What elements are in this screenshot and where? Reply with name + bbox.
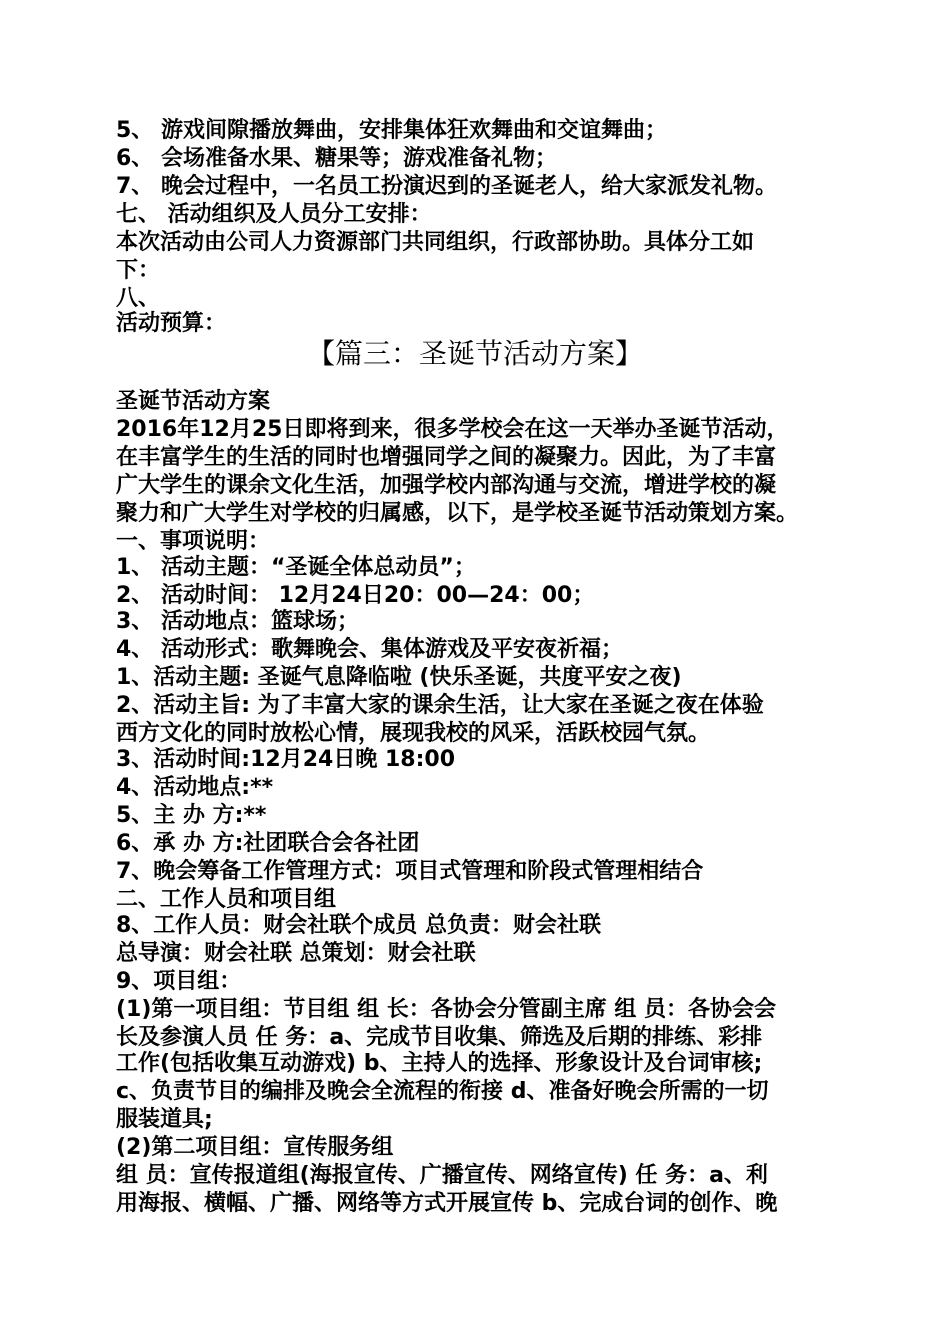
text-line: 7、 晚会过程中，一名员工扮演迟到的圣诞老人，给大家派发礼物。 [116, 174, 777, 199]
section-heading: 一、事项说明： [116, 529, 271, 554]
text-line: 用海报、横幅、广播、网络等方式开展宣传 b、完成台词的创作、晚 [116, 1191, 778, 1216]
list-item: 4、 活动形式：歌舞晚会、集体游戏及平安夜祈福； [116, 637, 623, 662]
list-item: 7、晚会筹备工作管理方式：项目式管理和阶段式管理相结合 [116, 859, 704, 884]
text-line: 在丰富学生的生活的同时也增强同学之间的凝聚力。因此，为了丰富 [116, 445, 777, 470]
text-line: 5、 游戏间隙播放舞曲，安排集体狂欢舞曲和交谊舞曲； [116, 118, 667, 143]
section-heading: 七、 活动组织及人员分工安排： [116, 202, 432, 227]
text-line: 长及参演人员 任 务：a、完成节目收集、筛选及后期的排练、彩排 [116, 1025, 763, 1050]
text-line: 下： [116, 258, 161, 283]
text-line: 2016年12月25日即将到来，很多学校会在这一天举办圣诞节活动， [116, 417, 789, 442]
text-line: 组 员：宣传报道组(海报宣传、广播宣传、网络宣传) 任 务：a、利 [116, 1163, 768, 1188]
text-line: 广大学生的课余文化生活，加强学校内部沟通与交流，增进学校的凝 [116, 473, 777, 498]
text-line: 服装道具; [116, 1107, 213, 1132]
list-item: 4、活动地点:** [116, 775, 274, 800]
list-item: 3、活动时间:12月24日晚 18:00 [116, 747, 456, 772]
text-line: 本次活动由公司人力资源部门共同组织，行政部协助。具体分工如 [116, 230, 755, 255]
section-heading: 八、 [116, 286, 161, 311]
list-item: 1、活动主题: 圣诞气息降临啦 (快乐圣诞，共度平安之夜) [116, 665, 682, 690]
list-item: 3、 活动地点：篮球场； [116, 609, 359, 634]
text-line: 6、 会场准备水果、糖果等；游戏准备礼物； [116, 146, 557, 171]
list-item: 8、工作人员：财会社联个成员 总负责：财会社联 [116, 913, 601, 938]
text-line: 总导演：财会社联 总策划：财会社联 [116, 941, 476, 966]
list-item: 2、活动主旨: 为了丰富大家的课余生活，让大家在圣诞之夜在体验 [116, 693, 764, 718]
list-item: 2、 活动时间： 12月24日20：00—24：00； [116, 583, 595, 608]
list-item: 1、 活动主题：“圣诞全体总动员”； [116, 555, 476, 580]
text-line: 聚力和广大学生对学校的归属感，以下，是学校圣诞节活动策划方案。 [116, 501, 799, 526]
text-line: 活动预算： [116, 311, 227, 336]
section-heading: 二、工作人员和项目组 [116, 887, 337, 912]
subheading: 圣诞节活动方案 [116, 389, 271, 414]
text-line: 西方文化的同时放松心情，展现我校的风采，活跃校园气氛。 [116, 721, 711, 746]
page-title: 【篇三：圣诞节活动方案】 [306, 337, 643, 370]
list-item: 9、项目组： [116, 969, 242, 994]
text-line: c、负责节目的编排及晚会全流程的衔接 d、准备好晚会所需的一切 [116, 1079, 769, 1104]
list-item: (1)第一项目组：节目组 组 长：各协会分管副主席 组 员：各协会会 [116, 997, 777, 1022]
list-item: 6、承 办 方:社团联合会各社团 [116, 831, 420, 856]
list-item: 5、主 办 方:** [116, 803, 267, 828]
list-item: (2)第二项目组：宣传服务组 [116, 1135, 394, 1160]
text-line: 工作(包括收集互动游戏) b、主持人的选择、形象设计及台词审核; [116, 1051, 763, 1076]
